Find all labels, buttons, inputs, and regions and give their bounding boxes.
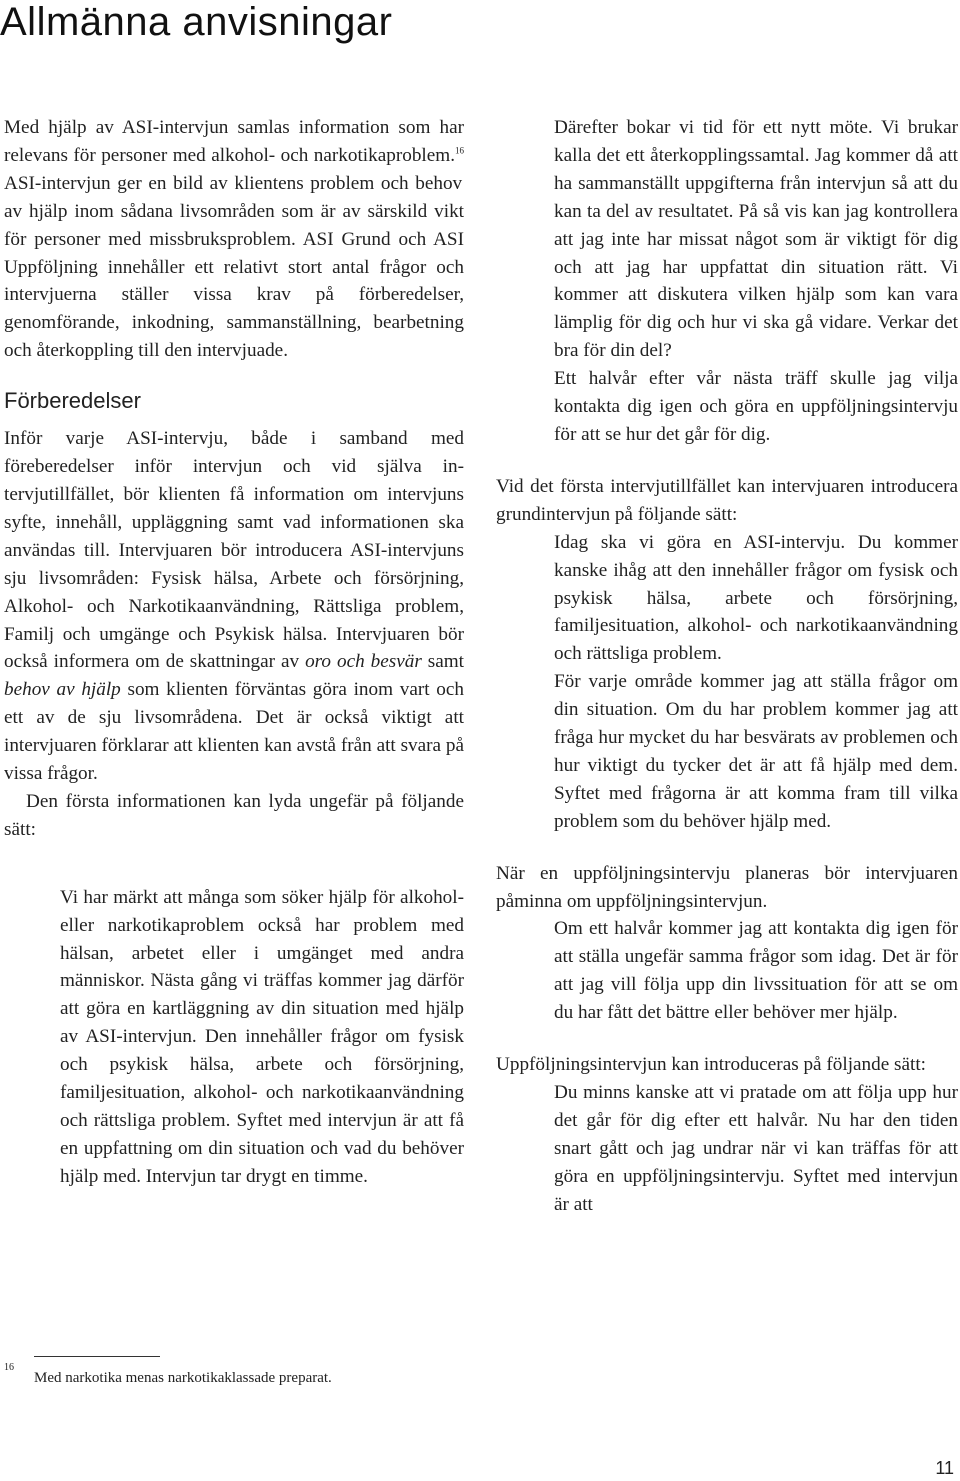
page-title: Allmänna anvisningar bbox=[0, 0, 393, 44]
quote-followup-reminder: Om ett halvår kommer jag att kontakta dig igen för att ställa ungefär samma frågor som idag. Det är för att jag vill följa upp din livssituation för att se om du har fått det bättre eller behöver mer hjälp. bbox=[554, 918, 958, 1024]
footnote-ref: 16 bbox=[455, 145, 464, 156]
prep-text-a: Inför varje ASI-intervju, både i samband med föreberedelser inför intervjun och vid själva intervjutillfället, bör klienten få information om intervjuns syfte, innehåll, uppläggning samt vad informationen ska användas till. Intervjuaren bör introducera ASI-intervjuns sju livsområden: Fysisk hälsa, Arbete och försörjning, Alkohol- och Narkotikaanvändning, Rättsliga problem, Familj och umgänge och Psykisk hälsa. Intervjuaren bör också informera om de skattningar av bbox=[4, 428, 464, 673]
page-number: 11 bbox=[935, 1458, 954, 1478]
prep-emphasis-1: oro och besvär bbox=[305, 651, 422, 673]
footnote-text: Med narkotika menas narkotikaklassade preparat. bbox=[34, 1370, 332, 1386]
right-column bbox=[496, 114, 958, 1219]
intro-text-a: Med hjälp av ASI-intervjun samlas information som har relevans för personer med alkohol- och narkotikaproblem. bbox=[4, 117, 464, 166]
first-interview-paragraph: Vid det första intervjutillfället kan intervjuaren introducera grundintervjun på följande sätt: bbox=[496, 475, 958, 525]
prep-emphasis-2: behov av hjälp bbox=[4, 679, 121, 701]
footnote-number: 16 bbox=[4, 1362, 14, 1373]
footnote-rule bbox=[34, 1356, 160, 1357]
quote-feedback-1: Därefter bokar vi tid för ett nytt möte. Vi brukar kalla det ett återkopplingssamtal. Jag kommer då att ha sammanställt uppgifterna från intervjun så att du kan ta del av resultatet. På så vis kan jag kontrollera att jag inte har missat något som är viktigt för dig och att jag har uppfattat din situation rätt. Vi kommer att diskutera vilken hjälp som kan vara lämplig för dig och hur vi ska gå vidare. Verkar det bra för din del? bbox=[554, 117, 958, 362]
intro-paragraph bbox=[4, 114, 464, 365]
quote-feedback-2: Ett halvår efter vår nästa träff skulle jag vilja kontakta dig igen och göra en uppföljningsintervju för att se hur det går för dig. bbox=[554, 368, 958, 445]
intro-text-b: ASI-intervjun ger en bild av klientens problem och behov av hjälp inom sådana livsområden som är av särskild vikt för personer med missbruksproblem. ASI Grund och ASI Uppföljning innehåller ett relativt stort antal frågor och intervjuerna ställer vissa krav på förberedelser, genomförande, inkodning, sammanställning, bearbetning och återkoppling till den intervjuade. bbox=[4, 172, 464, 362]
quote-base-interview-2: För varje område kommer jag att ställa frågor om din situation. Om du har problem kommer jag att fråga hur mycket du har besvärats av problemen och hur viktigt du tycker det är att få hjälp med dem. Syftet med frågorna är att komma fram till vilka problem som du behöver hjälp med. bbox=[554, 671, 958, 832]
quote-first-info: Vi har märkt att många som söker hjälp för alkohol- eller narkotikaproblem också har problem med hälsan, arbetet eller i umgänget med andra människor. Nästa gång vi träffas kommer jag därför att göra en kartläggning av din situation med hjälp av ASI-intervjun. Den innehåller frågor om fysisk och psykisk hälsa, arbete och försörjning, familjesituation, alkohol- och narkotikaanvändning och rättsliga problem. Syftet med intervjun är att få en uppfattning om din situation och vad du behöver hjälp med. Intervjun tar drygt en timme. bbox=[60, 886, 464, 1187]
preparation-paragraph bbox=[4, 425, 464, 788]
left-column bbox=[4, 114, 464, 1191]
section-heading: Förberedelser bbox=[4, 388, 141, 414]
prep-text-b: samt bbox=[421, 651, 464, 673]
followup-intro-paragraph: Uppföljningsintervjun kan introduceras på följande sätt: bbox=[496, 1054, 927, 1076]
prep-text-c: som klienten förväntas göra inom vart och ett av de sju livsområdena. Det är också viktigt att intervjuaren förklarar att klienten kan avstå från att svara på vissa frågor. bbox=[4, 679, 464, 785]
followup-plan-paragraph: När en uppföljningsintervju planeras bör intervjuaren påminna om uppföljningsintervjun. bbox=[496, 862, 958, 912]
first-info-paragraph: Den första informationen kan lyda ungefär på följande sätt: bbox=[4, 790, 464, 840]
quote-followup-intro: Du minns kanske att vi pratade om att följa upp hur det går för dig efter ett halvår. Nu har den tiden snart gått och jag undrar när vi kan träffas för att göra en uppföljningsintervju. Syftet med intervjun är att bbox=[554, 1082, 958, 1215]
quote-base-interview-1: Idag ska vi göra en ASI-intervju. Du kommer kanske ihåg att den innehåller frågor om fysisk och psykisk hälsa, arbete och försörjning, familjesituation, alkohol- och narkotikaanvändning och rättsliga problem. bbox=[554, 531, 958, 665]
